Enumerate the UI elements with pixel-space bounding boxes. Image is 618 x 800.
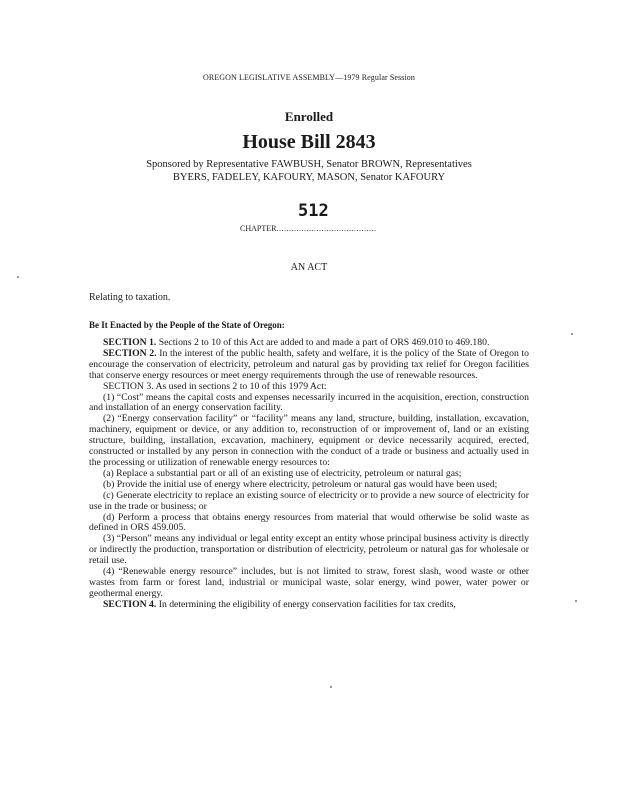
paragraph-text: (a) Replace a substantial part or all of an existing use of electricity, petroleum or natural gas; [103,467,462,479]
chapter-number: 512 [298,201,329,221]
bill-paragraph [89,513,529,535]
bill-paragraph [89,534,529,567]
chapter-dots: ........................................ [276,224,377,233]
relating-clause: Relating to taxation. [89,292,171,303]
paragraph-text: Sections 2 to 10 of this Act are added to and made a part of ORS 469.010 to 469.180. [156,337,490,348]
paragraph-text: (4) “Renewable energy resource” includes, but is not limited to straw, forest slash, wood waste or other wastes from farm or forest land, industrial or municipal waste, solar energy, wind power, water power or geothermal energy. [89,566,529,599]
paragraph-text: (b) Provide the initial use of energy where electricity, petroleum or natural gas would have been used; [103,478,498,490]
paragraph-text: (c) Generate electricity to replace an existing source of electricity or to provide a new source of electricity for use in the trade or business; or [89,489,529,512]
paragraph-text: (d) Perform a process that obtains energy resources from material that would otherwise be solid waste as defined in ORS 459.005. [89,511,529,534]
bill-paragraph [89,567,529,600]
bill-title: House Bill 2843 [242,131,376,153]
bill-paragraph [89,600,529,611]
sponsor-line-2: BYERS, FADELEY, KAFOURY, MASON, Senator KAFOURY [172,172,446,183]
paragraph-text: (2) “Energy conservation facility” or “facility” means any land, structure, building, installation, excavation, machinery, equipment or device, or any addition to, reconstruction of or improvement of, land or an existing structure, building, installation, excavation, machinery, equipment or device necessarily acquired, erected, constructed or installed by any person in connection with the conduct of a trade or business and actually used in the processing or utilization of renewable energy resources to: [89,413,529,468]
scan-speck [17,276,19,278]
scan-speck [571,333,573,335]
act-heading: AN ACT [290,262,328,273]
paragraph-text: (3) “Person” means any individual or legal entity except an entity whose principal business activity is directly or indirectly the production, transportation or distribution of electricity, petroleum or natural gas for wholesale or retail use. [89,533,529,567]
bill-paragraph [89,414,529,469]
sponsors [0,158,618,184]
paragraph-text: SECTION 3. As used in sections 2 to 10 of this 1979 Act: [103,380,327,392]
chapter-label: CHAPTER [240,224,277,233]
sponsor-line-1: Sponsored by Representative FAWBUSH, Senator BROWN, Representatives [146,159,472,170]
scan-speck [575,600,577,602]
section-label: SECTION 4. [103,598,157,610]
bill-paragraph [89,349,529,382]
bill-paragraph [89,393,529,415]
enacting-clause: Be It Enacted by the People of the State of Oregon: [89,320,285,330]
bill-paragraph [89,491,529,513]
session-header: OREGON LEGISLATIVE ASSEMBLY—1979 Regular Session [203,73,415,82]
chapter-line [240,224,376,233]
section-label: SECTION 1. [103,337,157,348]
paragraph-text: In determining the eligibility of energy conservation facilities for tax credits, [156,598,456,610]
paragraph-text: (1) “Cost” means the capital costs and expenses necessarily incurred in the acquisition, erection, construction and installation of an energy conservation facility. [89,391,529,414]
bill-body [89,338,529,611]
section-label: SECTION 2. [103,347,157,359]
enrolled-label: Enrolled [284,109,334,124]
paragraph-text: In the interest of the public health, safety and welfare, it is the policy of the State of Oregon to encourage the conservation of electricity, petroleum and natural gas by providing tax relief for Oregon facilities that conserve energy resources or meet energy requirements through the use of renewable resources. [89,347,529,381]
scan-speck [330,686,332,688]
